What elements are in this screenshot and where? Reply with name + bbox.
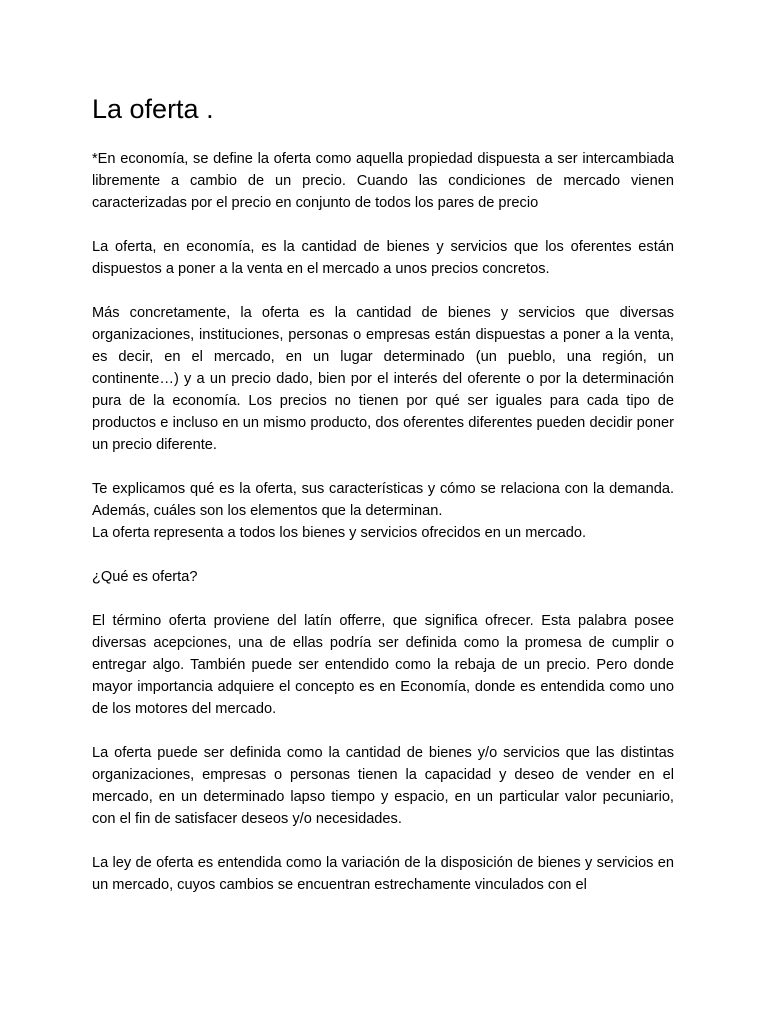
paragraph-concrete: Más concretamente, la oferta es la cantidad de bienes y servicios que diversas organizaciones, instituciones, personas o empresas están dispuestas a poner a la venta, es decir, en el mercado, en un lugar determinado (un pueblo, una región, un continente…) y a un precio dado, bien por el interés del oferente o por la determinación pura de la economía. Los precios no tienen por qué ser iguales para cada tipo de productos e incluso en un mismo producto, dos oferentes diferentes pueden decidir poner un precio diferente.: [92, 305, 674, 453]
section-heading-que-es-oferta: ¿Qué es oferta?: [92, 569, 198, 585]
paragraph-law-of-supply: La ley de oferta es entendida como la variación de la disposición de bienes y servicios en un mercado, cuyos cambios se encuentran estrechamente vinculados con el: [92, 855, 674, 893]
paragraph-explanation: Te explicamos qué es la oferta, sus características y cómo se relaciona con la demanda. Además, cuáles son los elementos que la determinan.: [92, 481, 674, 519]
document-title: La oferta .: [92, 94, 214, 124]
document-page: [92, 92, 674, 918]
paragraph-economy: La oferta, en economía, es la cantidad de bienes y servicios que los oferentes están dispuestos a poner a la venta en el mercado a unos precios concretos.: [92, 239, 674, 277]
paragraph-etymology: El término oferta proviene del latín offerre, que significa ofrecer. Esta palabra posee diversas acepciones, una de ellas podría ser definida como la promesa de cumplir o entregar algo. También puede ser entendido como la rebaja de un precio. Pero donde mayor importancia adquiere el concepto es en Economía, donde es entendida como uno de los motores del mercado.: [92, 613, 674, 717]
paragraph-definition: *En economía, se define la oferta como aquella propiedad dispuesta a ser intercambiada libremente a cambio de un precio. Cuando las condiciones de mercado vienen caracterizadas por el precio en conjunto de todos los pares de precio: [92, 151, 674, 211]
paragraph-definition-2: La oferta puede ser definida como la cantidad de bienes y/o servicios que las distintas organizaciones, empresas o personas tienen la capacidad y deseo de vender en el mercado, en un determinado lapso tiempo y espacio, en un particular valor pecuniario, con el fin de satisfacer deseos y/o necesidades.: [92, 745, 674, 827]
paragraph-represents: La oferta representa a todos los bienes y servicios ofrecidos en un mercado.: [92, 525, 587, 541]
